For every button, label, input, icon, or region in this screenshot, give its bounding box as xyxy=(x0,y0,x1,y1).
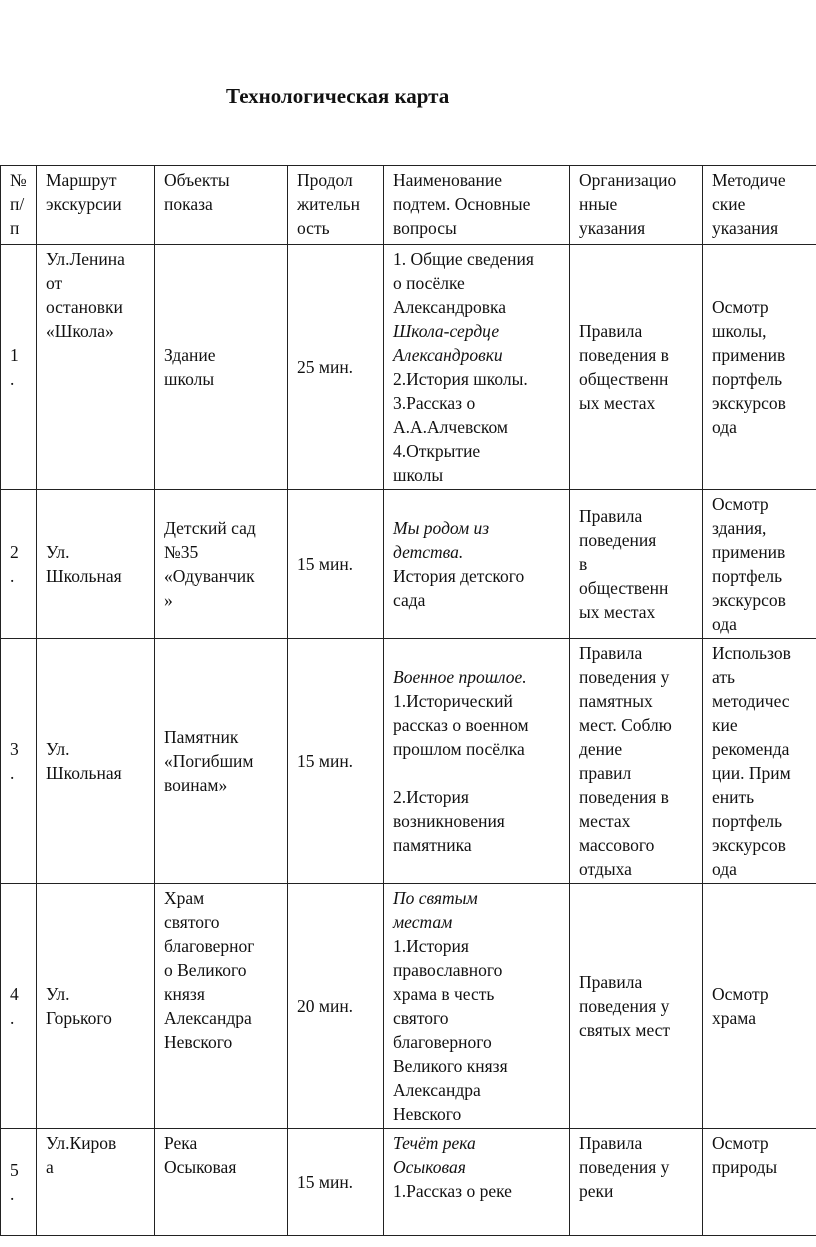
topics-cell: 1. Общие сведения о посёлке Александровка Школа-сердце Александровки 2.История школы. 3.Рассказ о А.А.Алчевском 4.Открытие школы xyxy=(384,245,570,490)
duration-cell: 15 мин. xyxy=(288,639,384,884)
table-row xyxy=(1,639,816,884)
org-instructions-cell: Правила поведения в общественн ых местах xyxy=(570,490,703,639)
objects-cell: Памятник «Погибшим воинам» xyxy=(155,639,288,884)
topics-cell: Течёт река Осыковая 1.Рассказ о реке xyxy=(384,1129,570,1236)
table-row xyxy=(1,490,816,639)
header-topics: Наименование подтем. Основные вопросы xyxy=(384,166,570,245)
topics-cell: По святым местам 1.История православного храма в честь святого благоверного Великого князя Александра Невского xyxy=(384,884,570,1129)
row-number: 3 . xyxy=(1,639,37,884)
duration-cell: 25 мин. xyxy=(288,245,384,490)
route-cell: Ул. Школьная xyxy=(37,639,155,884)
technological-map-table xyxy=(0,165,816,1236)
objects-cell: Храм святого благоверног о Великого князя Александра Невского xyxy=(155,884,288,1129)
topics-cell: Мы родом из детства. История детского сада xyxy=(384,490,570,639)
method-instructions-cell: Осмотр природы xyxy=(703,1129,816,1236)
row-number: 5 . xyxy=(1,1129,37,1236)
route-cell: Ул. Горького xyxy=(37,884,155,1129)
header-method-instructions: Методиче ские указания xyxy=(703,166,816,245)
org-instructions-cell: Правила поведения у святых мест xyxy=(570,884,703,1129)
header-objects: Объекты показа xyxy=(155,166,288,245)
table-row xyxy=(1,245,816,490)
row-number: 4 . xyxy=(1,884,37,1129)
header-route: Маршрут экскурсии xyxy=(37,166,155,245)
method-instructions-cell: Осмотр здания, применив портфель экскурсов ода xyxy=(703,490,816,639)
header-duration: Продол жительн ость xyxy=(288,166,384,245)
duration-cell: 15 мин. xyxy=(288,490,384,639)
route-cell: Ул.Ленина от остановки «Школа» xyxy=(37,245,155,490)
page-title: Технологическая карта xyxy=(226,84,450,108)
header-number: № п/ п xyxy=(1,166,37,245)
org-instructions-cell: Правила поведения у реки xyxy=(570,1129,703,1236)
duration-cell: 20 мин. xyxy=(288,884,384,1129)
method-instructions-cell: Использов ать методичес кие рекоменда ции. Прим енить портфель экскурсов ода xyxy=(703,639,816,884)
table-row xyxy=(1,884,816,1129)
row-number: 1 . xyxy=(1,245,37,490)
method-instructions-cell: Осмотр храма xyxy=(703,884,816,1129)
topics-cell: Военное прошлое. 1.Исторический рассказ о военном прошлом посёлка 2.История возникновения памятника xyxy=(384,639,570,884)
objects-cell: Река Осыковая xyxy=(155,1129,288,1236)
method-instructions-cell: Осмотр школы, применив портфель экскурсов ода xyxy=(703,245,816,490)
header-org-instructions: Организацио нные указания xyxy=(570,166,703,245)
route-cell: Ул.Киров а xyxy=(37,1129,155,1236)
row-number: 2 . xyxy=(1,490,37,639)
route-cell: Ул. Школьная xyxy=(37,490,155,639)
table-header-row xyxy=(1,166,816,245)
objects-cell: Детский сад №35 «Одуванчик » xyxy=(155,490,288,639)
duration-cell: 15 мин. xyxy=(288,1129,384,1236)
org-instructions-cell: Правила поведения в общественн ых местах xyxy=(570,245,703,490)
org-instructions-cell: Правила поведения у памятных мест. Соблю дение правил поведения в местах массового отдыха xyxy=(570,639,703,884)
table-row xyxy=(1,1129,816,1236)
objects-cell: Здание школы xyxy=(155,245,288,490)
